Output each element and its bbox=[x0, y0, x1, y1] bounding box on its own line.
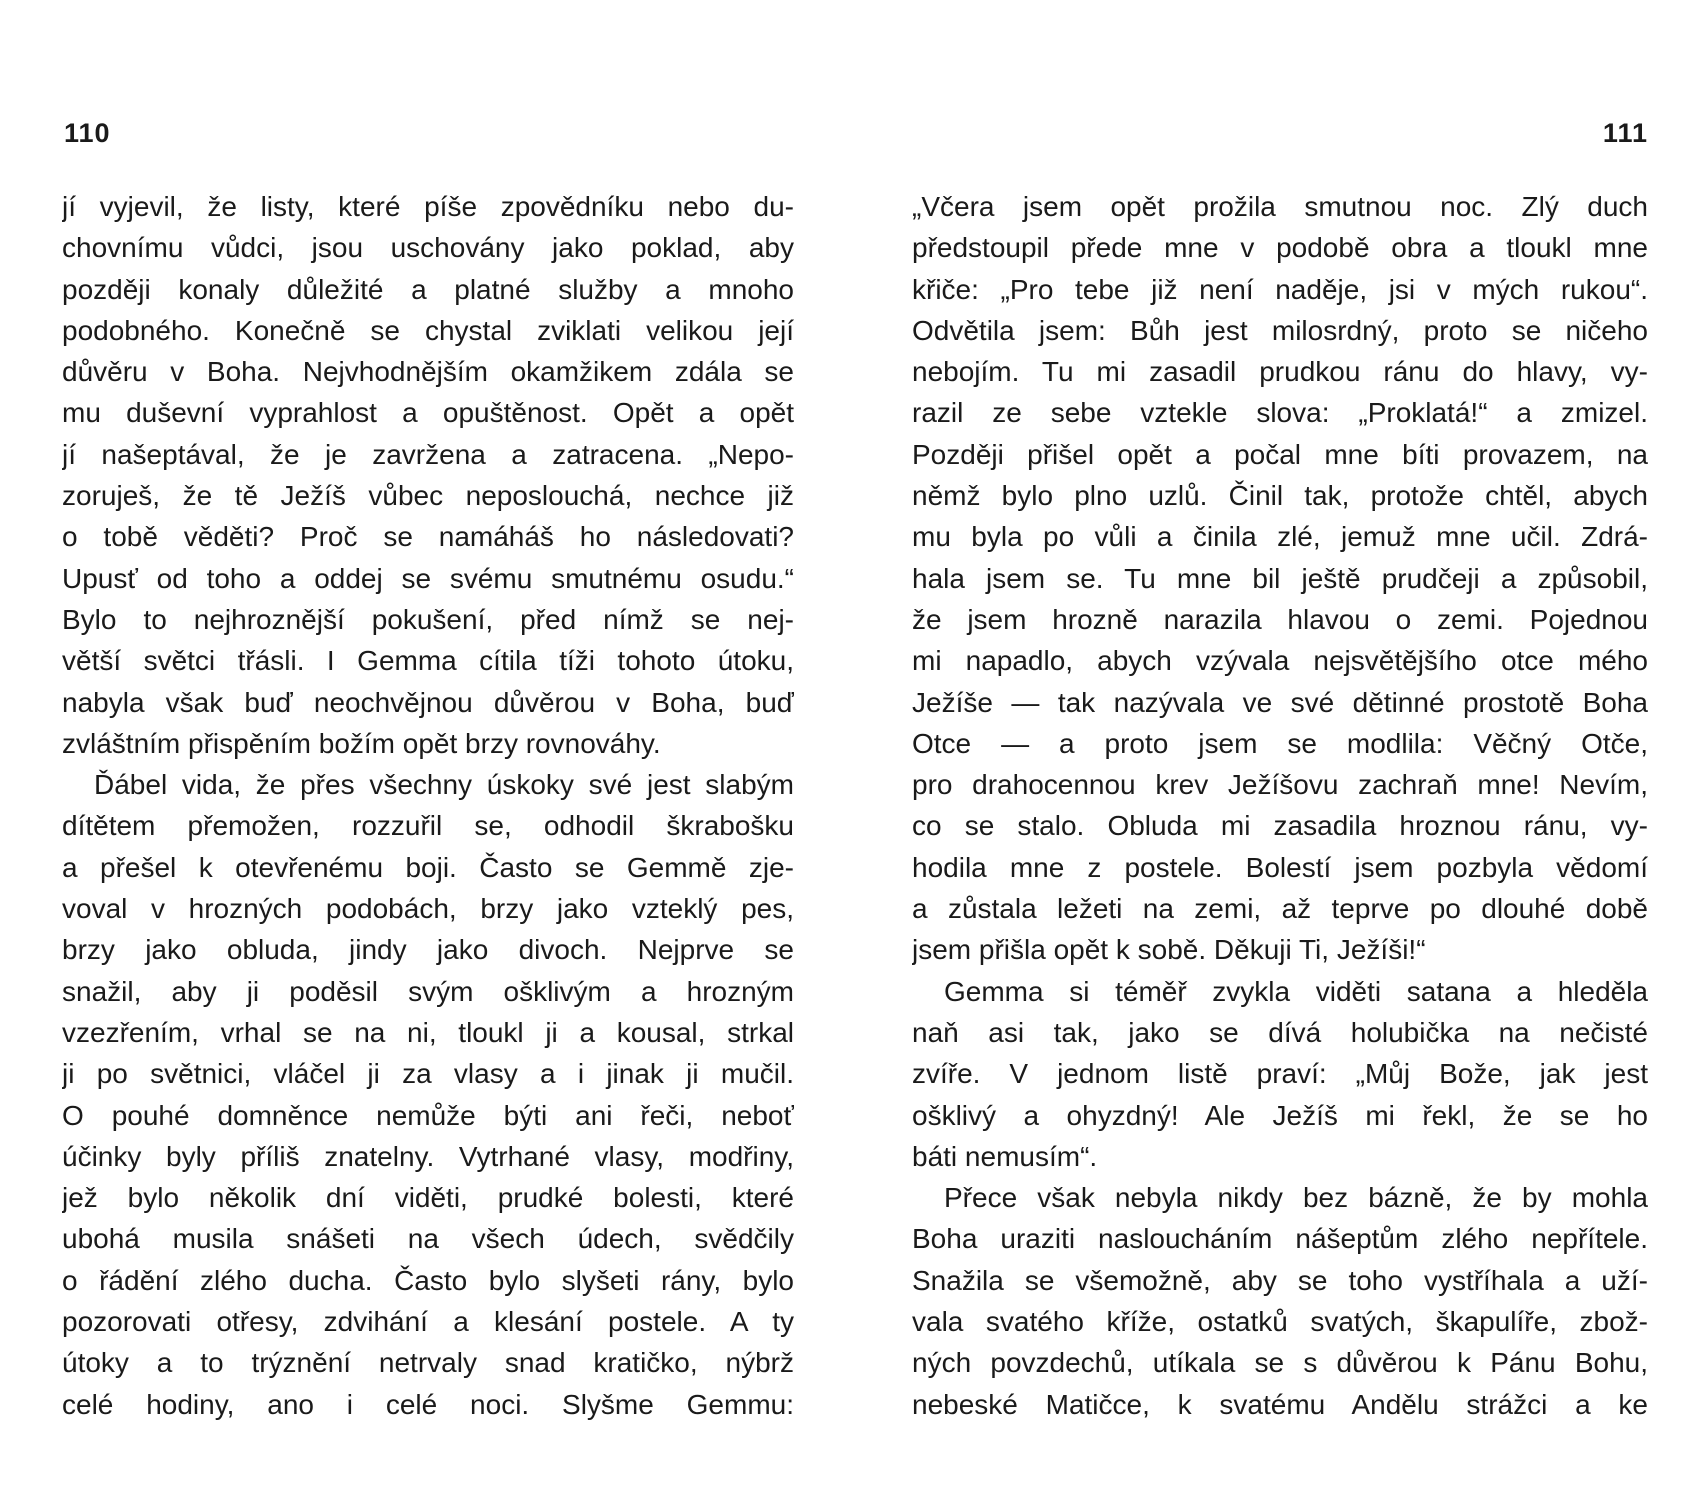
text-line: Později přišel opět a počal mne bíti provazem, na bbox=[912, 438, 1648, 470]
text-line: Odvětila jsem: Bůh jest milosrdný, proto se ničeho bbox=[912, 314, 1648, 346]
text-line: ubohá musila snášeti na všech údech, svědčily bbox=[62, 1223, 794, 1255]
text-line: později konaly důležité a platné služby a mnoho bbox=[62, 273, 794, 305]
text-line: důvěru v Boha. Nejvhodnějším okamžikem zdála se bbox=[62, 356, 794, 388]
text-line: celé hodiny, ano i celé noci. Slyšme Gemmu: bbox=[62, 1388, 794, 1420]
text-line: zoruješ, že tě Ježíš vůbec neposlouchá, nechce již bbox=[62, 480, 794, 512]
text-line: ných povzdechů, utíkala se s důvěrou k Pánu Bohu, bbox=[912, 1347, 1648, 1379]
text-line: větší světci třásli. I Gemma cítila tíži tohoto útoku, bbox=[62, 645, 794, 677]
text-line: ji po světnici, vláčel ji za vlasy a i jinak ji mučil. bbox=[62, 1058, 794, 1090]
text-line: Otce — a proto jsem se modlila: Věčný Otče, bbox=[912, 727, 1648, 759]
text-line: razil ze sebe vztekle slova: „Proklatá!“ a zmizel. bbox=[912, 397, 1648, 429]
text-line: báti nemusím“. bbox=[912, 1140, 1098, 1172]
text-line: pro drahocennou krev Ježíšovu zachraň mne! Nevím, bbox=[912, 769, 1648, 801]
text-line: zvíře. V jednom listě praví: „Můj Bože, jak jest bbox=[912, 1058, 1648, 1090]
text-line: mu duševní vyprahlost a opuštěnost. Opět a opět bbox=[62, 397, 794, 429]
text-line: a přešel k otevřenému boji. Často se Gemmě zje- bbox=[62, 851, 794, 883]
text-line: nabyla však buď neochvějnou důvěrou v Boha, buď bbox=[62, 686, 794, 718]
text-line: chovnímu vůdci, jsou uschovány jako poklad, aby bbox=[62, 232, 794, 264]
text-line: pozorovati otřesy, zdvihání a klesání postele. A ty bbox=[62, 1306, 794, 1338]
text-line: útoky a to trýznění netrvaly snad kratičko, nýbrž bbox=[62, 1347, 794, 1379]
text-line: jsem přišla opět k sobě. Děkuji Ti, Ježíši!“ bbox=[912, 934, 1426, 966]
text-line: ošklivý a ohyzdný! Ale Ježíš mi řekl, že se ho bbox=[912, 1099, 1648, 1131]
text-line: Upusť od toho a oddej se svému smutnému osudu.“ bbox=[62, 562, 794, 594]
text-line: Ďábel vida, že přes všechny úskoky své jest slabým bbox=[94, 769, 794, 801]
text-line: jí vyjevil, že listy, které píše zpovědníku nebo du- bbox=[62, 191, 794, 222]
text-line: Snažila se všemožně, aby se toho vystříhala a uží- bbox=[912, 1264, 1648, 1296]
text-line: podobného. Konečně se chystal zviklati velikou její bbox=[62, 314, 794, 346]
text-line: vala svatého kříže, ostatků svatých, škapulíře, zbož- bbox=[912, 1306, 1648, 1338]
text-line: křiče: „Pro tebe již není naděje, jsi v mých rukou“. bbox=[912, 273, 1648, 305]
text-line: O pouhé domněnce nemůže býti ani řeči, neboť bbox=[62, 1099, 794, 1131]
right-page bbox=[846, 0, 1692, 1500]
text-line: o tobě věděti? Proč se namáháš ho následovati? bbox=[62, 521, 794, 553]
text-line: „Včera jsem opět prožila smutnou noc. Zlý duch bbox=[912, 191, 1648, 222]
text-line: Přece však nebyla nikdy bez bázně, že by mohla bbox=[944, 1182, 1648, 1214]
text-line: hala jsem se. Tu mne bil ještě prudčeji a způsobil, bbox=[912, 562, 1648, 594]
text-line: němž bylo plno uzlů. Činil tak, protože chtěl, abych bbox=[912, 480, 1648, 512]
text-line: že jsem hrozně narazila hlavou o zemi. Pojednou bbox=[912, 603, 1648, 635]
page-number-left: 110 bbox=[64, 118, 111, 148]
page-number-right: 111 bbox=[1602, 118, 1648, 148]
text-line: a zůstala ležeti na zemi, až teprve po dlouhé době bbox=[912, 893, 1648, 925]
text-line: mu byla po vůli a činila zlé, jemuž mne učil. Zdrá- bbox=[912, 521, 1648, 553]
text-line: předstoupil přede mne v podobě obra a tloukl mne bbox=[912, 232, 1648, 264]
text-line: Boha uraziti nasloucháním nášeptům zlého nepřítele. bbox=[912, 1223, 1648, 1255]
text-line: Gemma si téměř zvykla viděti satana a hleděla bbox=[944, 975, 1648, 1007]
text-line: jež bylo několik dní viděti, prudké bolesti, které bbox=[62, 1182, 794, 1214]
text-line: mi napadlo, abych vzývala nejsvětějšího otce mého bbox=[912, 645, 1648, 677]
text-line: naň asi tak, jako se dívá holubička na nečisté bbox=[912, 1016, 1648, 1048]
text-line: co se stalo. Obluda mi zasadila hroznou ránu, vy- bbox=[912, 810, 1648, 842]
text-line: hodila mne z postele. Bolestí jsem pozbyla vědomí bbox=[912, 851, 1648, 883]
text-line: jí našeptával, že je zavržena a zatracena. „Nepo- bbox=[62, 438, 794, 470]
text-line: zvláštním přispěním božím opět brzy rovnováhy. bbox=[62, 727, 661, 759]
right-page-text bbox=[912, 186, 1648, 1425]
text-line: voval v hrozných podobách, brzy jako vzteklý pes, bbox=[62, 893, 794, 925]
text-line: Ježíše — tak nazývala ve své dětinné prostotě Boha bbox=[912, 686, 1648, 718]
text-line: nebojím. Tu mi zasadil prudkou ránu do hlavy, vy- bbox=[912, 356, 1648, 388]
text-line: o řádění zlého ducha. Často bylo slyšeti rány, bylo bbox=[62, 1264, 794, 1296]
text-line: brzy jako obluda, jindy jako divoch. Nejprve se bbox=[62, 934, 794, 966]
text-line: nebeské Matičce, k svatému Andělu strážci a ke bbox=[912, 1388, 1648, 1420]
text-line: Bylo to nejhroznější pokušení, před nímž se nej- bbox=[62, 603, 794, 635]
text-line: vzezřením, vrhal se na ni, tloukl ji a kousal, strkal bbox=[62, 1016, 794, 1048]
left-page-text bbox=[62, 186, 794, 1425]
text-line: účinky byly příliš znatelny. Vytrhané vlasy, modřiny, bbox=[62, 1140, 794, 1172]
text-line: snažil, aby ji poděsil svým ošklivým a hrozným bbox=[62, 975, 794, 1007]
text-line: dítětem přemožen, rozzuřil se, odhodil škrabošku bbox=[62, 810, 794, 842]
